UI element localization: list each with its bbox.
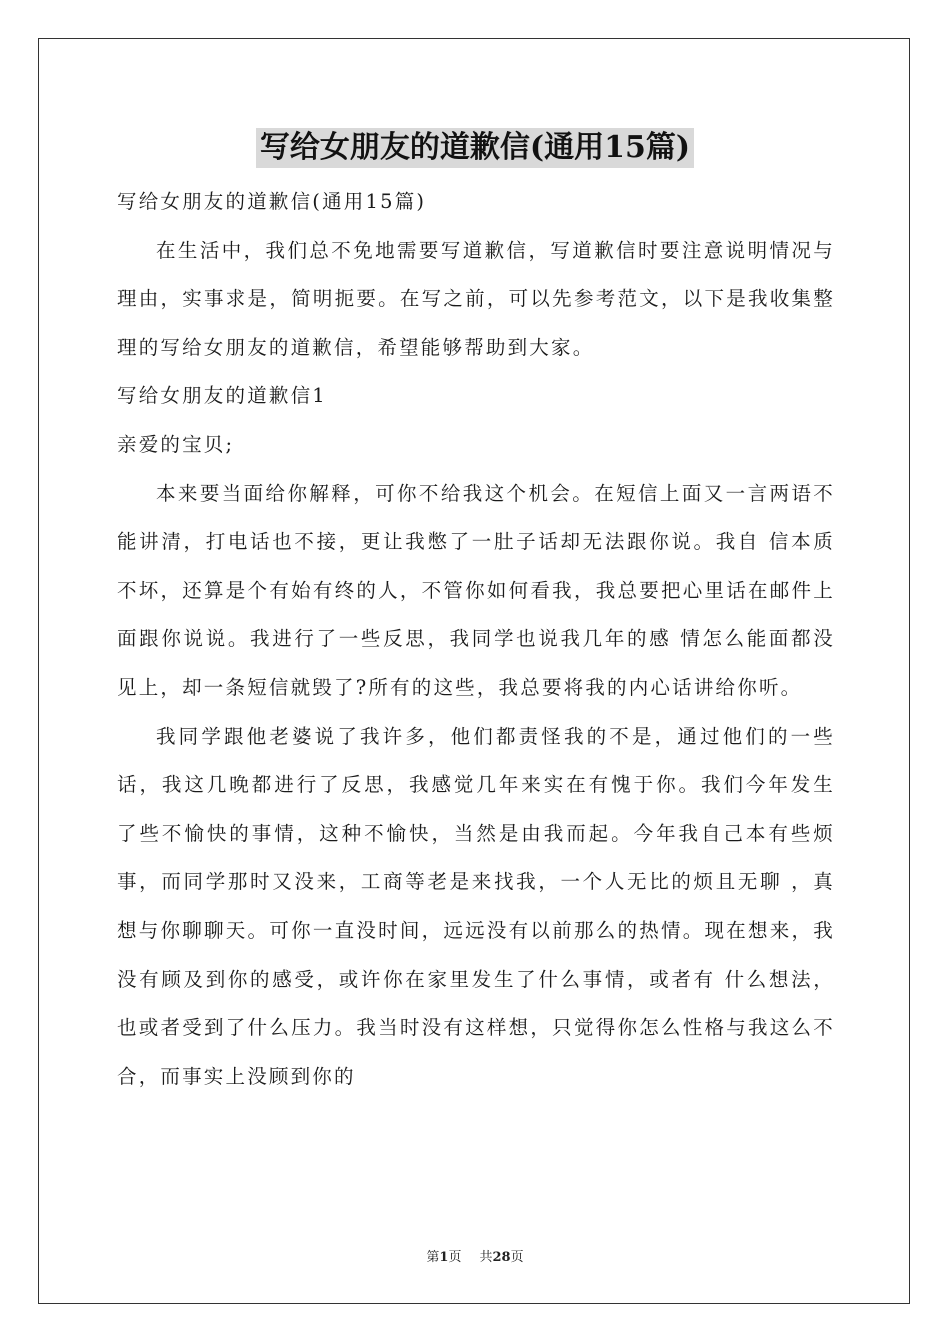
page-suffix: 页 (448, 1250, 462, 1265)
total-prefix: 共 (479, 1250, 493, 1265)
section-heading: 写给女朋友的道歉信1 (117, 384, 327, 408)
page-number: 1 (439, 1250, 449, 1265)
total-suffix: 页 (510, 1250, 524, 1265)
page-footer (0, 1246, 950, 1265)
document-body (117, 178, 835, 1101)
greeting: 亲爱的宝贝; (117, 432, 235, 456)
body-paragraph-2: 我同学跟他老婆说了我许多，他们都责怪我的不是，通过他们的一些话，我这几晚都进行了反思，我感觉几年来实在有愧于你。我们今年发生 了些不愉快的事情，这种不愉快，当然是由我而起。今年我自己本有些烦事，而同学那时又没来，工商等老是来找我，一个人无比的烦且无聊 ，真想与你聊聊天。可你一直没时间，远远没有以前那么的热情。现在想来，我没有顾及到你的感受，或许你在家里发生了什么事情，或者有 什么想法，也或者受到了什么压力。我当时没有这样想，只觉得你怎么性格与我这么不合，而事实上没顾到你的 (117, 724, 835, 1088)
subtitle: 写给女朋友的道歉信(通用15篇) (117, 190, 427, 213)
page-prefix: 第 (426, 1250, 440, 1265)
total-pages: 28 (492, 1250, 511, 1265)
body-paragraph-1: 本来要当面给你解释，可你不给我这个机会。在短信上面又一言两语不能讲清，打电话也不接，更让我憋了一肚子话却无法跟你说。我自 信本质不坏，还算是个有始有终的人，不管你如何看我，我总要把心里话在邮件上面跟你说说。我进行了一些反思，我同学也说我几年的感 情怎么能面都没见上，却一条短信就毁了?所有的这些，我总要将我的内心话讲给你听。 (117, 481, 835, 699)
intro-paragraph: 在生活中，我们总不免地需要写道歉信，写道歉信时要注意说明情况与理由，实事求是，简明扼要。在写之前，可以先参考范文，以下是我收集整理的写给女朋友的道歉信，希望能够帮助到大家。 (117, 238, 835, 359)
document-title: 写给女朋友的道歉信(通用15篇) (256, 128, 694, 168)
title-wrap (0, 128, 950, 168)
